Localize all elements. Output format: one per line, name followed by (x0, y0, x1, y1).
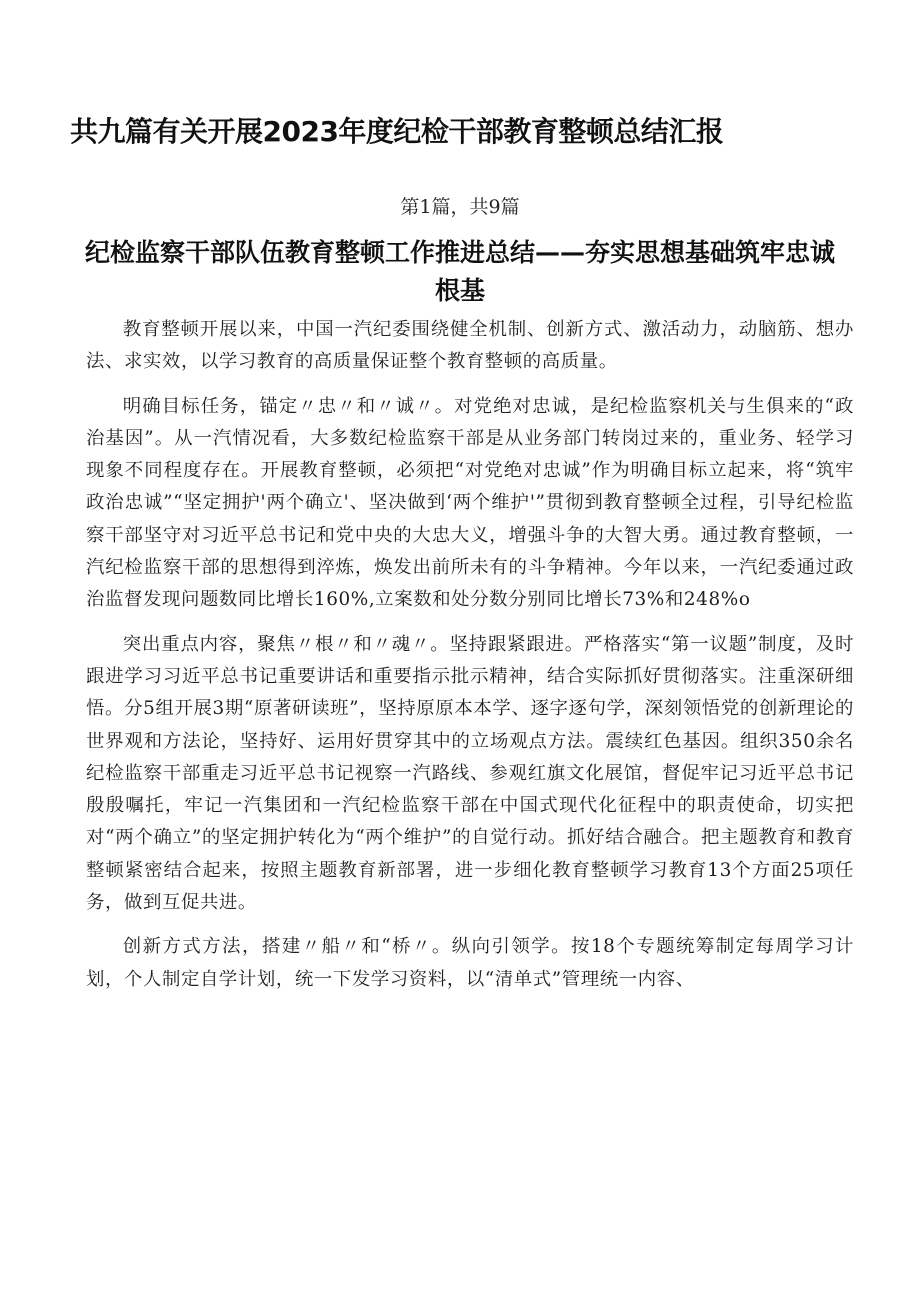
paragraph: 突出重点内容，聚焦〃根〃和〃魂〃。坚持跟紧跟进。严格落实“第一议题”制度，及时跟进学习习近平总书记重要讲话和重要指示批示精神，结合实际抓好贯彻落实。注重深研细悟。分5组开展3期“原著研读班”，坚持原原本本学、逐字逐句学，深刻领悟党的创新理论的世界观和方法论，坚持好、运用好贯穿其中的立场观点方法。震续红色基因。组织350余名纪检监察干部重走习近平总书记视察一汽路线、参观红旗文化展馆，督促牢记习近平总书记殷殷嘱托，牢记一汽集团和一汽纪检监察干部在中国式现代化征程中的职责使命，切实把对“两个确立”的坚定拥护转化为“两个维护”的自觉行动。抓好结合融合。把主题教育和教育整顿紧密结合起来，按照主题教育新部署，进一步细化教育整顿学习教育13个方面25项任务，做到互促共进。 (86, 633, 854, 914)
paragraph: 教育整顿开展以来，中国一汽纪委围绕健全机制、创新方式、激活动力，动脑筋、想办法、求实效，以学习教育的高质量保证整个教育整顿的高质量。 (86, 319, 854, 373)
paragraph: 创新方式方法，搭建〃船〃和“桥〃。纵向引领学。按18个专题统筹制定每周学习计划，个人制定自学计划，统一下发学习资料，以“清单式”管理统一内容、 (86, 936, 854, 990)
paragraph: 明确目标任务，锚定〃忠〃和〃诚〃。对党绝对忠诚，是纪检监察机关与生俱来的“政治基因”。从一汽情况看，大多数纪检监察干部是从业务部门转岗过来的，重业务、轻学习现象不同程度存在。开展教育整顿，必须把“对党绝对忠诚”作为明确目标立起来，将“筑牢政治忠诚”“坚定拥护'两个确立'、坚决做到‘两个维护'”贯彻到教育整顿全过程，引导纪检监察干部坚守对习近平总书记和党中央的大忠大义，增强斗争的大智大勇。通过教育整顿，一汽纪检监察干部的思想得到淬炼，焕发出前所未有的斗争精神。今年以来，一汽纪委通过政治监督发现问题数同比增长160%,立案数和处分数分别同比增长73%和248%o (86, 395, 854, 611)
part-label: 第1篇，共9篇 (400, 196, 520, 218)
section-title: 纪检监察干部队伍教育整顿工作推进总结——夯实思想基础筑牢忠诚根基 (84, 238, 835, 305)
document-title: 共九篇有关开展2023年度纪检干部教育整顿总结汇报 (70, 115, 724, 148)
document-body (86, 314, 854, 996)
